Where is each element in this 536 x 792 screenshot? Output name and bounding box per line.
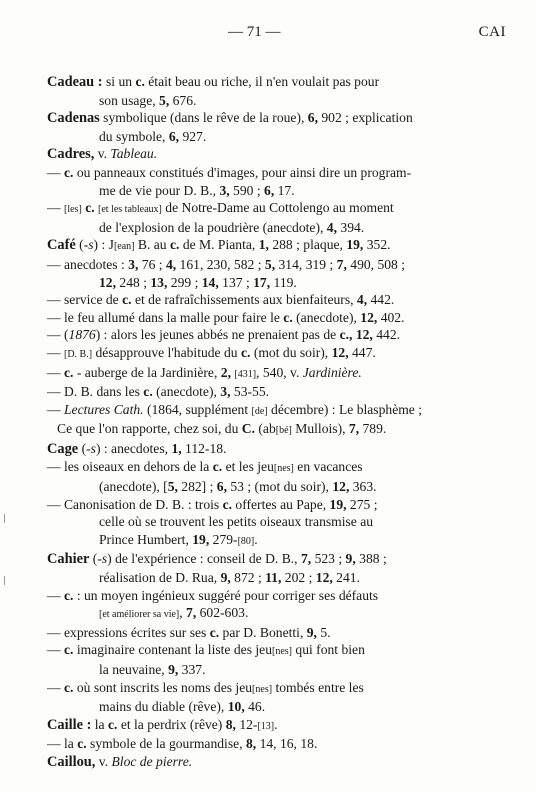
entry-text: imaginaire contenant la liste des jeu xyxy=(73,642,272,658)
bold-reference: c. xyxy=(222,496,233,512)
entry-text: était beau ou riche, il n'en voulait pas pour xyxy=(144,74,380,89)
entry-text: 363. xyxy=(349,479,377,495)
index-entry xyxy=(47,256,507,291)
index-entries xyxy=(47,73,507,772)
entry-text: 337. xyxy=(178,662,206,677)
entry-text: Ce que l'on rapporte, chez soi, du xyxy=(57,421,242,437)
index-entry xyxy=(47,401,507,440)
entry-text: 402. xyxy=(377,309,405,325)
headword: Café xyxy=(47,237,76,254)
entry-text: 299 ; xyxy=(167,274,202,290)
entry-text: (anecdote), [ xyxy=(99,479,168,495)
bold-reference: 5, xyxy=(264,256,276,272)
bold-reference: 1, xyxy=(258,237,269,253)
italic-text: Lectures Cath. xyxy=(64,401,144,417)
entry-text: . xyxy=(274,716,278,732)
bold-reference: 12, xyxy=(360,309,378,325)
entry-text: désapprouve l'habitude du xyxy=(92,344,241,360)
entry-text: ( xyxy=(78,440,87,456)
bold-reference: 3, xyxy=(219,182,230,198)
index-entry xyxy=(47,716,507,736)
entry-text: 288 ; plaque, xyxy=(268,237,347,253)
entry-text: 927. xyxy=(179,128,207,144)
bold-reference: 1, xyxy=(171,440,182,456)
entry-text: ) : alors les jeunes abbés ne prenaient pas de xyxy=(95,327,340,343)
bold-reference: 4, xyxy=(356,292,368,308)
bold-reference: 6, xyxy=(168,128,180,144)
entry-text: 46. xyxy=(244,699,266,715)
bold-reference: 7, xyxy=(300,551,312,567)
entry-text: — xyxy=(47,679,64,695)
entry-text: 53-55. xyxy=(230,384,270,400)
index-entry xyxy=(47,679,507,716)
entry-text: en vacances xyxy=(293,459,363,475)
entry-text: 902 ; explication xyxy=(317,110,413,126)
bracket-note: [de] xyxy=(251,405,268,417)
entry-text: décembre) : Le blasphème ; xyxy=(267,401,423,417)
bold-reference: 12, xyxy=(315,570,333,586)
entry-line xyxy=(47,735,507,753)
bold-reference: 12, xyxy=(99,274,116,290)
entry-text: ) de l'expérience : conseil de D. B., xyxy=(107,551,301,567)
index-entry xyxy=(47,550,507,586)
entry-text: 490, 508 ; xyxy=(346,256,406,272)
bold-reference: 7, xyxy=(348,421,360,437)
entry-line xyxy=(47,344,507,364)
bold-reference: c. xyxy=(77,736,87,752)
bold-reference: 3, xyxy=(220,384,231,400)
entry-continuation-line xyxy=(47,420,507,440)
bold-reference: 14, xyxy=(201,274,219,290)
entry-line xyxy=(47,236,507,256)
entry-text: 394. xyxy=(337,219,365,235)
entry-text: 53 ; (mot du soir), xyxy=(226,479,333,495)
entry-continuation-line xyxy=(47,569,507,587)
entry-text: v. xyxy=(95,753,112,769)
entry-text: où sont inscrits les noms des jeu xyxy=(73,679,253,695)
entry-text: (1864, supplément xyxy=(143,401,252,417)
bold-reference: 11, xyxy=(265,570,282,586)
bold-reference: 7, xyxy=(186,605,197,621)
italic-text: Bloc de pierre. xyxy=(111,753,193,769)
entry-text: — xyxy=(47,401,64,417)
italic-text: Tableau. xyxy=(110,146,158,162)
bold-reference: 12, xyxy=(355,327,373,343)
entry-text: (anecdote), xyxy=(152,384,221,400)
entry-text: ou panneaux constitués d'images, pour ainsi dire un program- xyxy=(73,164,412,180)
entry-text: — service de xyxy=(47,292,123,308)
entry-text: - auberge de la Jardinière, xyxy=(73,364,221,380)
headword: Cage xyxy=(47,440,79,457)
index-entry xyxy=(47,309,507,327)
headword: Caillou, xyxy=(47,753,96,770)
bold-reference: c. xyxy=(85,200,95,216)
bold-reference: c. xyxy=(64,679,74,695)
entry-line xyxy=(47,641,507,661)
entry-text: et de rafraîchissements aux bienfaiteurs, xyxy=(131,292,357,308)
entry-text: ) : J xyxy=(93,237,114,253)
bold-reference: c. xyxy=(240,344,251,360)
entry-line xyxy=(47,753,507,772)
index-entry xyxy=(47,236,507,256)
bold-reference: 6, xyxy=(264,182,275,198)
index-entry xyxy=(47,344,507,364)
bold-reference: 8, xyxy=(245,736,257,752)
entry-text: — la xyxy=(47,736,78,752)
entry-line xyxy=(47,164,507,182)
index-entry xyxy=(47,199,507,236)
bold-reference: c. xyxy=(64,642,74,658)
entry-text: — Canonisation de D. B. : trois xyxy=(47,496,223,512)
entry-text: — anecdotes : xyxy=(47,256,129,272)
index-entry xyxy=(47,735,507,753)
entry-text: me de vie pour D. B., xyxy=(99,182,220,198)
index-entry xyxy=(47,641,507,678)
entry-text: de M. Pianta, xyxy=(179,237,259,253)
entry-line xyxy=(47,550,507,569)
index-entry xyxy=(47,364,507,384)
bold-reference: 4, xyxy=(165,256,177,272)
entry-text: et la perdrix (rêve) xyxy=(117,716,226,732)
entry-continuation-line xyxy=(47,219,507,237)
entry-text: symbolique (dans le rêve de la roue), xyxy=(99,110,308,126)
entry-text: celle où se trouvent les petits oiseaux transmise au xyxy=(99,514,374,530)
entry-text: , xyxy=(179,605,187,621)
entry-line xyxy=(47,145,507,164)
entry-text: 314, 319 ; xyxy=(275,256,337,272)
entry-text: si un xyxy=(102,74,136,89)
entry-text: la xyxy=(91,716,108,732)
entry-text: 523 ; xyxy=(311,551,346,567)
entry-text: Prince Humbert, xyxy=(99,531,193,547)
bold-reference: c. xyxy=(209,624,220,640)
bracket-note: [ean] xyxy=(113,241,135,253)
italic-text: 1876 xyxy=(68,327,96,343)
bold-reference: 6, xyxy=(216,479,227,495)
entry-text: 76 ; xyxy=(138,256,166,272)
entry-continuation-line xyxy=(47,604,507,624)
italic-text: -s xyxy=(97,551,108,567)
index-entry xyxy=(47,440,507,459)
entry-continuation-line xyxy=(47,128,507,146)
entry-text: 248 ; xyxy=(116,274,151,290)
index-entry xyxy=(47,73,507,109)
entry-line xyxy=(47,291,507,309)
entry-continuation-line xyxy=(47,698,507,716)
entry-text: ( xyxy=(89,551,98,567)
bold-reference: C. xyxy=(241,421,255,437)
bold-reference: c. xyxy=(64,164,74,180)
entry-text: : un moyen ingénieux suggéré pour corriger ses défauts xyxy=(73,587,379,603)
bold-reference: c. xyxy=(107,716,118,732)
entry-text: ( xyxy=(75,237,84,253)
bold-reference: 6, xyxy=(307,110,318,126)
bold-reference: 9, xyxy=(168,662,179,677)
entry-line xyxy=(47,199,507,219)
index-entry xyxy=(47,587,507,624)
margin-mark xyxy=(4,576,5,585)
index-entry xyxy=(47,458,507,495)
running-head: CAI xyxy=(478,24,506,40)
bold-reference: 9, xyxy=(345,551,356,567)
entry-text: . xyxy=(254,531,258,547)
entry-text: 17. xyxy=(274,182,295,198)
entry-text: — xyxy=(47,344,64,360)
entry-text: — expressions écrites sur ses xyxy=(47,624,210,640)
entry-text: son usage, xyxy=(99,92,160,108)
bold-reference: 8, xyxy=(225,716,236,732)
entry-line xyxy=(47,679,507,699)
index-entry xyxy=(47,145,507,164)
entry-line xyxy=(47,587,507,605)
entry-text: du symbole, xyxy=(99,128,169,144)
italic-text: -s xyxy=(83,237,94,253)
entry-text: 119. xyxy=(270,274,297,290)
bold-reference: 17, xyxy=(253,274,271,290)
bold-reference: 19, xyxy=(346,237,364,253)
bracket-note: [80] xyxy=(237,535,255,547)
entry-text: de l'explosion de la poudrière (anecdote), xyxy=(99,219,327,235)
entry-text: 602-603. xyxy=(196,605,249,621)
entry-line xyxy=(47,458,507,478)
entry-continuation-line xyxy=(47,478,507,496)
entry-text: qui font bien xyxy=(292,642,365,658)
bracket-note: [431] xyxy=(234,368,257,380)
bold-reference: c. xyxy=(64,587,74,603)
entry-text: — le feu allumé dans la malle pour faire le xyxy=(47,309,284,325)
entry-text: , 540, v. xyxy=(256,364,303,380)
entry-continuation-line xyxy=(47,531,507,551)
entry-text: 202 ; xyxy=(281,570,316,586)
entry-text: 676. xyxy=(169,92,197,108)
entry-continuation-line xyxy=(47,182,507,200)
index-entry xyxy=(47,753,507,772)
entry-text: — xyxy=(47,642,64,658)
entry-line xyxy=(47,109,507,128)
bracket-note: [nes] xyxy=(252,683,273,695)
bracket-note: [D. B.] xyxy=(64,348,93,360)
entry-line xyxy=(47,326,507,344)
entry-text: — xyxy=(47,587,64,603)
entry-text: — xyxy=(47,164,64,180)
entry-line xyxy=(47,309,507,327)
italic-text: -s xyxy=(86,440,96,456)
entry-text: 872 ; xyxy=(230,570,266,586)
page-header xyxy=(0,24,536,44)
index-entry xyxy=(47,496,507,551)
entry-text: par D. Bonetti, xyxy=(219,624,307,640)
bold-reference: 3, xyxy=(128,256,139,272)
entry-continuation-line xyxy=(47,513,507,531)
margin-mark xyxy=(4,514,5,523)
entry-text: et les jeu xyxy=(222,459,274,475)
bold-reference: 5, xyxy=(167,479,178,495)
bold-reference: 19, xyxy=(329,496,347,512)
entry-text: 352. xyxy=(363,237,391,253)
entry-text: 112-18. xyxy=(181,440,227,456)
entry-text: — D. B. dans les xyxy=(47,384,144,400)
entry-text: 275 ; xyxy=(346,496,378,512)
entry-text: 5. xyxy=(316,624,331,640)
bracket-note: [et améliorer sa vie] xyxy=(99,609,180,621)
index-entry xyxy=(47,109,507,145)
entry-text: 12- xyxy=(235,716,258,732)
bold-reference: 19, xyxy=(192,531,210,547)
headword: Cadres, xyxy=(47,146,95,163)
entry-text: — xyxy=(47,200,64,216)
entry-text: — ( xyxy=(47,327,69,343)
bold-reference: c. xyxy=(143,384,153,400)
entry-text: la neuvaine, xyxy=(99,662,169,677)
entry-line xyxy=(47,383,507,401)
entry-text: 279- xyxy=(209,531,238,547)
bold-reference: c. xyxy=(169,237,180,253)
entry-line xyxy=(47,364,507,384)
entry-text: offertes au Pape, xyxy=(232,496,330,512)
entry-text: 137 ; xyxy=(218,274,254,290)
bold-reference: 12, xyxy=(331,344,349,360)
italic-text: Jardinière. xyxy=(302,364,362,380)
entry-text: (mot du soir), xyxy=(250,344,332,360)
bracket-note: [bé] xyxy=(275,425,292,437)
bold-reference: 9, xyxy=(306,624,317,640)
entry-text: 388 ; xyxy=(355,551,387,567)
entry-text: 161, 230, 582 ; xyxy=(176,256,265,272)
headword: Cahier xyxy=(47,551,90,568)
bracket-note: [et les tableaux] xyxy=(98,204,162,216)
entry-text: 241. xyxy=(332,570,360,586)
bracket-note: [13] xyxy=(257,720,275,732)
entry-text: (anecdote), xyxy=(292,309,361,325)
entry-text: mains du diable (rêve), xyxy=(99,699,228,715)
entry-text: de Notre-Dame au Cottolengo au moment xyxy=(161,200,394,216)
entry-text: 442. xyxy=(367,292,395,308)
entry-continuation-line xyxy=(47,661,507,679)
bold-reference: c. xyxy=(283,309,293,325)
index-entry xyxy=(47,291,507,309)
entry-text: symbole de la gourmandise, xyxy=(86,736,246,752)
entry-line xyxy=(47,716,507,736)
entry-text: — les oiseaux en dehors de la xyxy=(47,459,213,475)
bracket-note: [nes] xyxy=(272,646,292,658)
bold-reference: c. xyxy=(64,364,74,380)
entry-line xyxy=(47,496,507,514)
entry-text: v. xyxy=(94,146,111,162)
entry-text: B. au xyxy=(134,237,170,253)
bold-reference: 5, xyxy=(159,92,170,108)
index-entry xyxy=(47,383,507,401)
bold-reference: c., xyxy=(339,327,353,343)
bold-reference: 13, xyxy=(150,274,168,290)
entry-continuation-line xyxy=(47,92,507,110)
bold-reference: c. xyxy=(122,292,132,308)
entry-text: (ab xyxy=(255,421,276,437)
entry-text: 14, 16, 18. xyxy=(256,736,318,752)
bold-reference: 2, xyxy=(220,364,231,380)
entry-line xyxy=(47,256,507,274)
entry-text: 789. xyxy=(359,421,387,437)
bold-reference: 9, xyxy=(220,570,231,586)
entry-line xyxy=(47,624,507,642)
entry-text: tombés entre les xyxy=(272,679,364,695)
entry-text: 590 ; xyxy=(229,182,265,198)
index-entry xyxy=(47,164,507,199)
entry-text: réalisation de D. Rua, xyxy=(99,570,221,586)
headword: Cadeau : xyxy=(47,74,103,90)
entry-text: Mullois), xyxy=(291,421,349,437)
index-entry xyxy=(47,326,507,344)
bracket-note: [les] xyxy=(64,204,82,216)
entry-line xyxy=(47,440,507,459)
bold-reference: c. xyxy=(212,459,223,475)
headword: Cadenas xyxy=(47,110,100,127)
entry-line xyxy=(47,73,507,92)
entry-text: 282] ; xyxy=(177,479,217,495)
entry-text: — xyxy=(47,364,64,380)
entry-text: 447. xyxy=(348,344,376,360)
bold-reference: 4, xyxy=(326,219,337,235)
bold-reference: c. xyxy=(135,74,145,89)
page-number: — 71 — xyxy=(228,24,281,40)
bold-reference: 7, xyxy=(336,256,347,272)
index-entry xyxy=(47,624,507,642)
entry-text: ) : anecdotes, xyxy=(95,440,172,456)
entry-line xyxy=(47,401,507,421)
bracket-note: [nes] xyxy=(273,463,294,475)
entry-continuation-line xyxy=(47,274,507,292)
bold-reference: 10, xyxy=(227,699,245,715)
entry-text: 442. xyxy=(372,327,401,343)
headword: Caille : xyxy=(47,716,92,733)
bold-reference: 12, xyxy=(332,479,350,495)
